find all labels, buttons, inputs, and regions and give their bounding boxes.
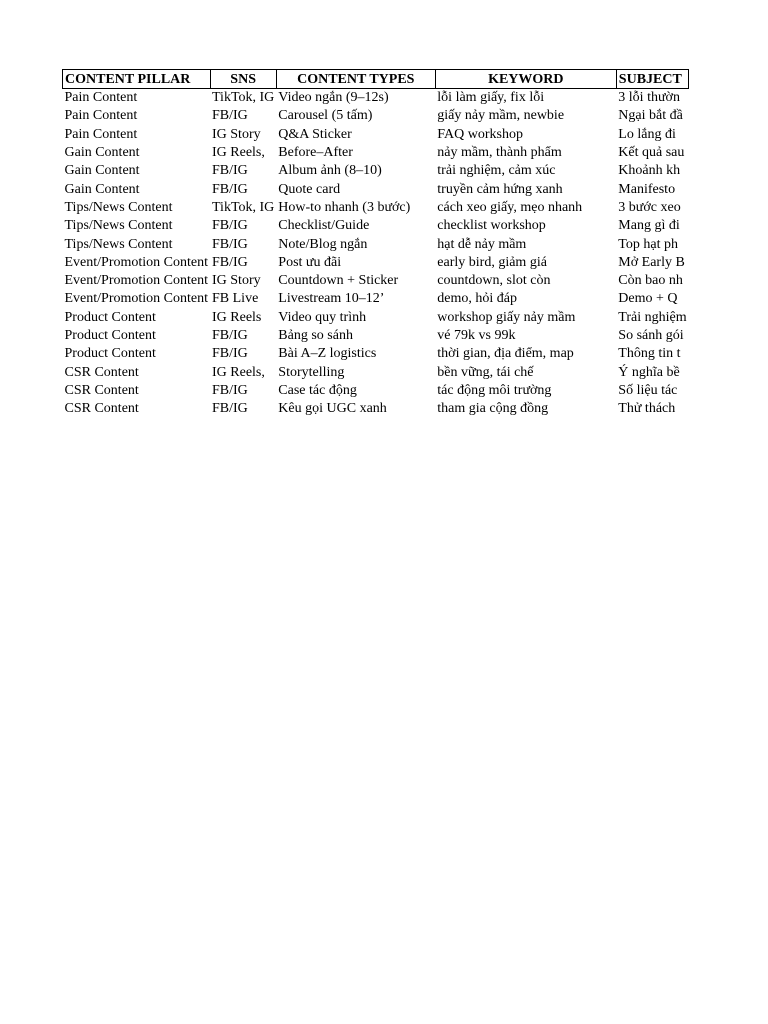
table-row xyxy=(63,290,689,308)
cell-content-type: Bài A–Z logistics xyxy=(278,346,377,362)
table-row xyxy=(63,107,689,125)
table-row xyxy=(63,162,689,180)
cell-keyword: nảy mầm, thành phẩm xyxy=(437,145,562,161)
table-row xyxy=(63,217,689,235)
table-row xyxy=(63,382,689,400)
cell-content-pillar: CSR Content xyxy=(64,401,139,417)
cell-keyword: checklist workshop xyxy=(437,218,546,234)
cell-content-pillar: Event/Promotion Content xyxy=(64,291,208,307)
cell-content-type: Carousel (5 tấm) xyxy=(278,108,373,124)
header-keyword: KEYWORD xyxy=(435,70,616,89)
table-row xyxy=(63,327,689,345)
cell-sns: FB/IG xyxy=(212,382,248,398)
table-body xyxy=(63,89,689,419)
cell-sns: FB/IG xyxy=(212,108,248,124)
cell-keyword: cách xeo giấy, mẹo nhanh xyxy=(437,199,583,215)
cell-subject: Ý nghĩa bề xyxy=(618,364,680,380)
cell-content-pillar: Product Content xyxy=(64,309,156,325)
cell-content-type: Post ưu đãi xyxy=(278,254,342,270)
cell-subject: Lo lắng đi xyxy=(618,126,676,142)
cell-content-pillar: Pain Content xyxy=(64,108,138,124)
cell-subject: Khoảnh kh xyxy=(618,163,681,179)
cell-subject: Manifesto xyxy=(618,181,676,197)
table-row xyxy=(63,363,689,381)
table-row xyxy=(63,345,689,363)
header-subject: SUBJECT xyxy=(616,70,688,89)
cell-content-pillar: Pain Content xyxy=(64,126,138,142)
cell-subject: Còn bao nh xyxy=(618,273,683,289)
cell-subject: Mang gì đi xyxy=(618,218,680,234)
cell-content-type: Countdown + Sticker xyxy=(278,273,399,289)
cell-subject: Kết quả sau xyxy=(618,145,685,161)
cell-sns: FB Live xyxy=(212,291,259,307)
cell-subject: Thử thách xyxy=(618,401,676,417)
table-row xyxy=(63,254,689,272)
cell-sns: FB/IG xyxy=(212,346,248,362)
cell-keyword: trải nghiệm, cảm xúc xyxy=(437,163,556,179)
cell-content-pillar: Tips/News Content xyxy=(64,218,173,234)
cell-content-type: Case tác động xyxy=(278,382,357,398)
cell-content-type: How-to nhanh (3 bước) xyxy=(278,199,411,215)
cell-content-pillar: Event/Promotion Content xyxy=(64,273,208,289)
cell-content-type: Video quy trình xyxy=(278,309,367,325)
cell-sns: FB/IG xyxy=(212,328,248,343)
cell-subject: Ngại bắt đầ xyxy=(618,108,683,124)
cell-keyword: truyền cảm hứng xanh xyxy=(437,181,563,197)
cell-content-type: Album ảnh (8–10) xyxy=(278,163,382,179)
cell-keyword: demo, hỏi đáp xyxy=(437,291,518,307)
cell-subject: Trải nghiệm xyxy=(618,309,687,325)
cell-subject: Thông tin t xyxy=(618,346,681,362)
cell-subject: 3 lỗi thườn xyxy=(618,90,680,106)
table-row xyxy=(63,272,689,290)
cell-sns: FB/IG xyxy=(212,163,248,179)
cell-keyword: vé 79k vs 99k xyxy=(437,328,516,343)
cell-content-pillar: Product Content xyxy=(64,328,156,343)
content-plan-table xyxy=(62,69,689,418)
cell-keyword: early bird, giảm giá xyxy=(437,254,547,270)
header-content-pillar: CONTENT PILLAR xyxy=(63,70,211,89)
cell-sns: IG Story xyxy=(212,126,261,142)
cell-content-type: Before–After xyxy=(278,145,353,161)
cell-subject: So sánh gói xyxy=(618,328,684,343)
cell-sns: FB/IG xyxy=(212,181,248,197)
cell-sns: FB/IG xyxy=(212,236,248,252)
cell-sns: FB/IG xyxy=(212,218,248,234)
cell-content-type: Checklist/Guide xyxy=(278,218,370,234)
cell-keyword: bền vững, tái chế xyxy=(437,364,534,380)
cell-subject: Số liệu tác xyxy=(618,382,678,398)
cell-sns: TikTok, IG xyxy=(212,199,275,215)
cell-keyword: thời gian, địa điểm, map xyxy=(437,346,574,362)
table-row xyxy=(63,309,689,327)
cell-content-pillar: CSR Content xyxy=(64,364,139,380)
cell-content-type: Note/Blog ngắn xyxy=(278,236,368,252)
cell-content-pillar: Gain Content xyxy=(64,181,140,197)
cell-sns: FB/IG xyxy=(212,401,248,417)
table-row xyxy=(63,126,689,144)
cell-content-type: Bảng so sánh xyxy=(278,328,353,343)
header-sns: SNS xyxy=(210,70,276,89)
table-row xyxy=(63,180,689,198)
cell-keyword: hạt dễ nảy mầm xyxy=(437,236,527,252)
cell-sns: IG Reels, xyxy=(212,364,265,380)
table-row xyxy=(63,144,689,162)
cell-keyword: workshop giấy nảy mầm xyxy=(437,309,576,325)
cell-keyword: countdown, slot còn xyxy=(437,273,551,289)
table-row xyxy=(63,199,689,217)
cell-subject: Demo + Q xyxy=(618,291,678,307)
cell-keyword: lỗi làm giấy, fix lỗi xyxy=(437,90,545,106)
cell-content-pillar: Event/Promotion Content xyxy=(64,254,208,270)
cell-content-pillar: CSR Content xyxy=(64,382,139,398)
cell-content-type: Q&A Sticker xyxy=(278,126,352,142)
cell-content-pillar: Product Content xyxy=(64,346,156,362)
table-row xyxy=(63,235,689,253)
header-row xyxy=(63,70,689,89)
table-row xyxy=(63,400,689,418)
cell-keyword: tham gia cộng đồng xyxy=(437,401,549,417)
cell-keyword: giấy nảy mầm, newbie xyxy=(437,108,565,124)
cell-sns: IG Reels xyxy=(212,309,262,325)
cell-content-pillar: Gain Content xyxy=(64,145,140,161)
cell-subject: Top hạt ph xyxy=(618,236,678,252)
cell-sns: IG Story xyxy=(212,273,261,289)
cell-content-type: Livestream 10–12’ xyxy=(278,291,385,307)
cell-subject: Mở Early B xyxy=(618,254,685,270)
cell-content-pillar: Pain Content xyxy=(64,90,138,106)
cell-content-type: Storytelling xyxy=(278,364,345,380)
cell-subject: 3 bước xeo xyxy=(618,199,681,215)
cell-sns: TikTok, IG xyxy=(212,90,275,106)
cell-content-type: Video ngắn (9–12s) xyxy=(278,90,389,106)
cell-sns: IG Reels, xyxy=(212,145,265,161)
cell-content-pillar: Tips/News Content xyxy=(64,236,173,252)
header-content-types: CONTENT TYPES xyxy=(276,70,435,89)
cell-content-type: Kêu gọi UGC xanh xyxy=(278,401,387,417)
cell-content-pillar: Gain Content xyxy=(64,163,140,179)
cell-keyword: tác động môi trường xyxy=(437,382,552,398)
cell-sns: FB/IG xyxy=(212,254,248,270)
cell-content-type: Quote card xyxy=(278,181,341,197)
table-row xyxy=(63,89,689,108)
cell-content-pillar: Tips/News Content xyxy=(64,199,173,215)
cell-keyword: FAQ workshop xyxy=(437,126,523,142)
